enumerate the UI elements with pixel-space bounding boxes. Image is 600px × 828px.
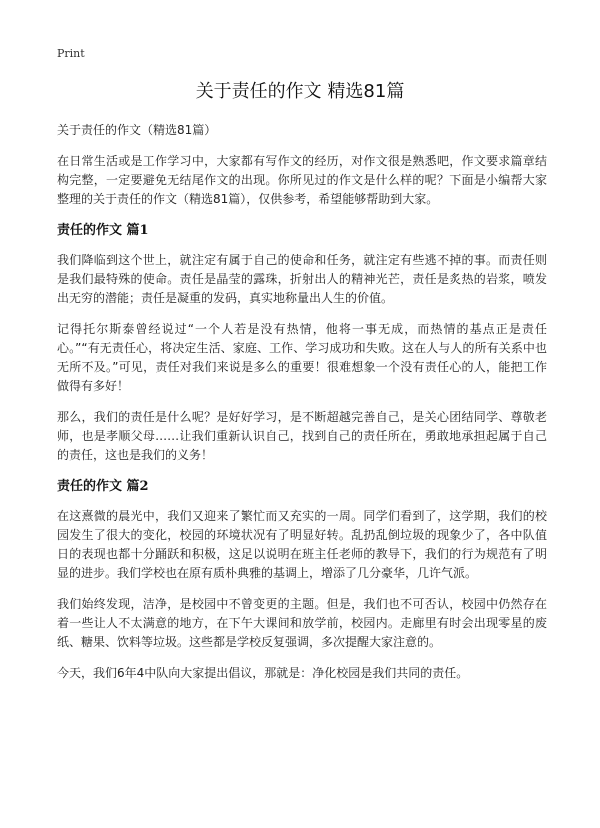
print-link[interactable]: Print (57, 47, 85, 60)
intro-paragraph: 在日常生活或是工作学习中，大家都有写作文的经历，对作文很是熟悉吧，作文要求篇章结构完整，一定要避免无结尾作文的出现。你所见过的作文是什么样的呢？下面是小编帮大家整理的关于责任的作文（精选81篇），仅供参考，希望能够帮助到大家。 (57, 154, 547, 206)
section-2-paragraph-3: 今天，我们6年4中队向大家提出倡议，那就是：净化校园是我们共同的责任。 (57, 666, 469, 680)
section-1-paragraph-1: 我们降临到这个世上，就注定有属于自己的使命和任务，就注定有些逃不掉的事。而责任则是我们最特殊的使命。责任是晶莹的露珠，折射出人的精神光芒，责任是炙热的岩浆，喷发出无穷的潜能；责任是凝重的发码，真实地称量出人生的价值。 (57, 253, 547, 305)
section-1-paragraph-3: 那么，我们的责任是什么呢？是好好学习，是不断超越完善自己，是关心团结同学、尊敬老师，也是孝顺父母……让我们重新认识自己，找到自己的责任所在，勇敢地承担起属于自己的责任，这也是我们的义务！ (57, 410, 547, 462)
section-heading-1: 责任的作文 篇1 (57, 223, 149, 238)
section-heading-2: 责任的作文 篇2 (57, 479, 149, 494)
article-body (57, 120, 547, 695)
section-2-paragraph-2: 我们始终发现，洁净，是校园中不曾变更的主题。但是，我们也不可否认，校园中仍然存在着一些让人不太满意的地方，在下午大课间和放学前，校园内。走廊里有时会出现零星的废纸、糖果、饮料等垃圾。这些都是学校反复强调，多次提醒大家注意的。 (57, 597, 547, 649)
section-2-paragraph-1: 在这熹微的晨光中，我们又迎来了繁忙而又充实的一周。同学们看到了，这学期，我们的校园发生了很大的变化，校园的环境状况有了明显好转。乱扔乱倒垃圾的现象少了，各中队值日的表现也都十分踊跃和积极，这足以说明在班主任老师的教导下，我们的行为规范有了明显的进步。我们学校也在原有质朴典雅的基调上，增添了几分豪华，几许气派。 (57, 509, 547, 580)
page-title: 关于责任的作文 精选81篇 (195, 81, 405, 102)
article-subtitle: 关于责任的作文（精选81篇） (57, 123, 217, 137)
section-1-paragraph-2: 记得托尔斯泰曾经说过“一个人若是没有热情，他将一事无成，而热情的基点正是责任心。”“有无责任心，将决定生活、家庭、工作、学习成功和失败。这在人与人的所有关系中也无所不及。”可见，责任对我们来说是多么的重要！很难想象一个没有责任心的人，能把工作做得有多好！ (57, 322, 547, 393)
